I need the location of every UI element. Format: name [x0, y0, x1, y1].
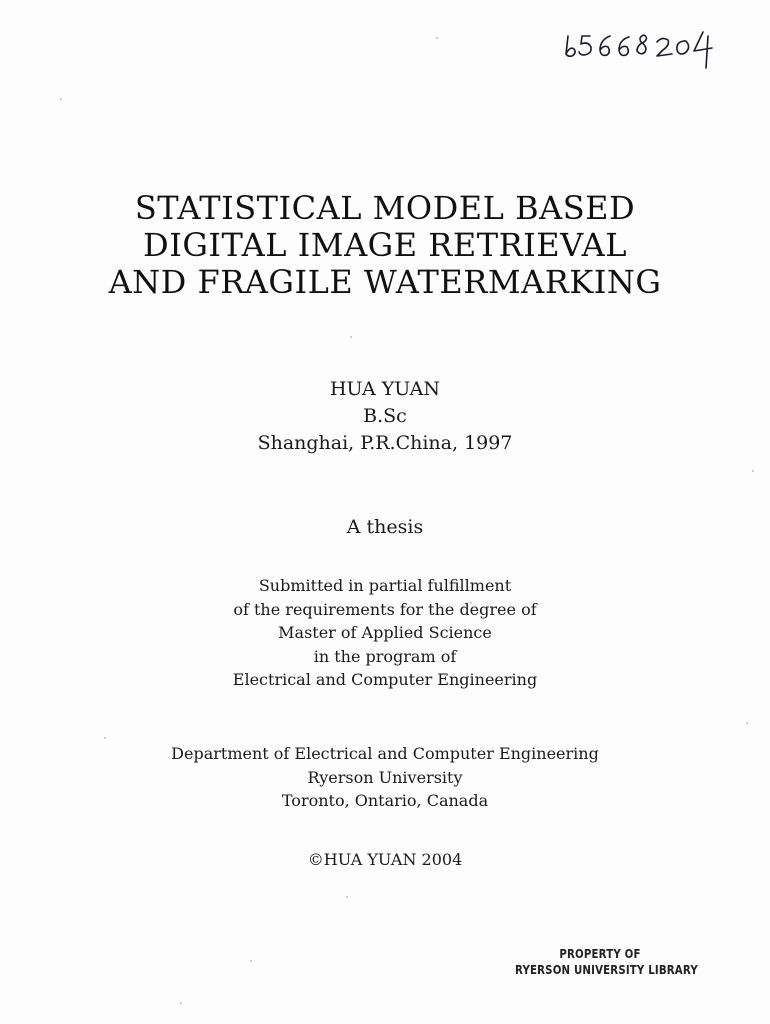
title-line: STATISTICAL MODEL BASED	[134, 189, 636, 227]
department-line: Toronto, Ontario, Canada	[281, 791, 489, 810]
author-origin: Shanghai, P.R.China, 1997	[257, 432, 513, 454]
scan-speck	[250, 960, 252, 962]
scan-speck	[746, 722, 748, 724]
submission-line: Submitted in partial fulfillment	[258, 576, 512, 595]
stamp-line: PROPERTY OF	[559, 947, 641, 961]
copyright-notice: ©HUA YUAN 2004	[307, 850, 463, 869]
thesis-title	[0, 190, 770, 301]
scan-speck	[436, 37, 438, 39]
author-name: HUA YUAN	[329, 378, 441, 400]
title-line: DIGITAL IMAGE RETRIEVAL	[143, 226, 627, 264]
title-line: AND FRAGILE WATERMARKING	[108, 263, 662, 301]
author-block	[0, 376, 770, 457]
handwritten-catalogue-number	[560, 22, 730, 72]
submission-line: in the program of	[313, 646, 457, 666]
submission-statement	[0, 574, 770, 692]
scan-speck	[346, 896, 348, 898]
submission-line: Master of Applied Science	[278, 623, 492, 642]
scan-speck	[180, 1002, 182, 1004]
library-stamp	[515, 946, 698, 978]
scan-speck	[104, 737, 106, 739]
submission-line: Electrical and Computer Engineering	[232, 670, 538, 689]
stamp-line: RYERSON UNIVERSITY LIBRARY	[515, 963, 698, 977]
thesis-label: A thesis	[346, 516, 424, 538]
scan-speck	[752, 470, 754, 472]
submission-line: of the requirements for the degree of	[233, 599, 537, 619]
author-degree: B.Sc	[363, 405, 407, 427]
scan-speck	[350, 336, 352, 338]
department-block	[0, 742, 770, 813]
scan-speck	[60, 98, 62, 100]
department-line: Ryerson University	[307, 767, 463, 787]
department-line: Department of Electrical and Computer Engineering	[171, 744, 599, 763]
